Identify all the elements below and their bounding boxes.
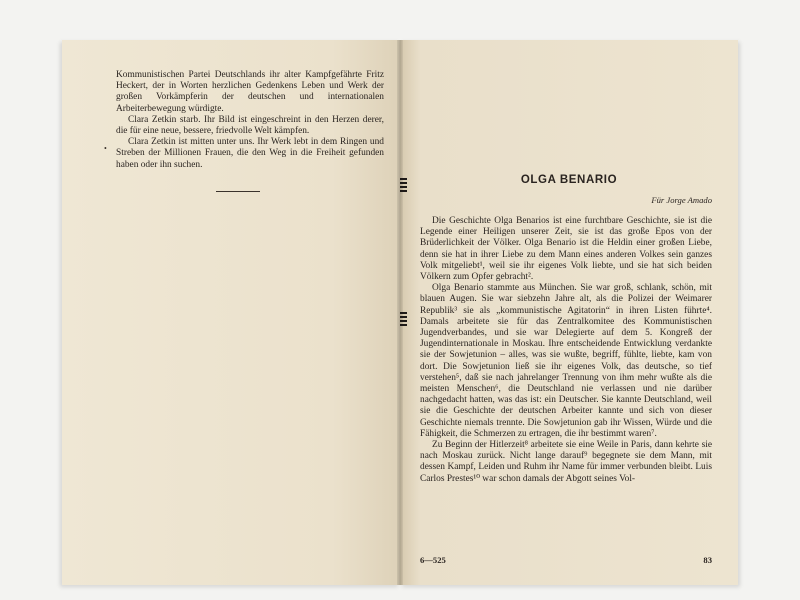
section-end-rule — [216, 191, 260, 192]
binding-mark-top — [400, 178, 408, 194]
page-number: 83 — [703, 555, 712, 565]
left-page-text — [116, 70, 384, 171]
right-page — [400, 40, 738, 585]
right-paragraph-3: Zu Beginn der Hitlerzeit⁸ arbeitete sie eine Weile in Paris, dann kehrte sie nach Moskau zurück. Nicht lange darauf⁹ begegnete sie dem Mann, mit dessen Kampf, Leiden und Ruhm ihr Name für immer verbunden bleibt. Luis Carlos Prestes¹⁰ war schon damals der Abgott seines Vol- — [420, 440, 712, 484]
left-paragraph-2: Clara Zetkin starb. Ihr Bild ist eingeschreint in den Herzen derer, die für eine neue, bessere, friedvolle Welt kämpfen. — [116, 114, 384, 137]
left-paragraph-3: Clara Zetkin ist mitten unter uns. Ihr Werk lebt in dem Ringen und Streben der Millionen Frauen, die den Weg in die Freiheit gefunden haben oder ihn suchen. — [116, 137, 384, 170]
right-page-text — [420, 216, 712, 485]
binding-mark-bottom — [400, 312, 408, 328]
right-paragraph-1: Die Geschichte Olga Benarios ist eine furchtbare Geschichte, sie ist die Legende einer Heiligen unserer Zeit, sie ist das große Epos von der Brüderlichkeit der Völker. Olga Benario ist die Heldin einer großen Liebe, denn sie hat in ihrer Liebe zu dem Mann eines anderen Volkes sein ganzes Volk mitgeliebt¹, weil sie ihr eigenes Volk liebte, und sie hat sich beiden Völkern zum Opfer gebracht². — [420, 216, 712, 283]
right-paragraph-2: Olga Benario stammte aus München. Sie war groß, schlank, schön, mit blauen Augen. Sie war siebzehn Jahre alt, als die Polizei der Weimarer Republik³ sie als „kommunistische Agitatorin“ in ihren Listen führte⁴. Damals arbeitete sie für das Zentralkomitee des Kommunistischen Jugendverbandes, und sie war Delegierte auf dem 5. Kongreß der Jugendinternationale in Moskau. Ihre entscheidende Entwicklung verdankte sie der Sowjetunion – alles, was sie wußte, begriff, fühlte, liebte, kam von dort. Die Sowjetunion ließ sie ihr eigenes Volk, das deutsche, so tief verstehen⁵, daß sie nach jahrelanger Trennung von ihm mehr wußte als die meisten Menschen⁶, die Deutschland nie verlassen und nie darüber nachgedacht hatten, was das ist: ein Deutscher. Sie kannte Deutschland, weil sie die Geschichte der deutschen Arbeiter kannte und sich von dieser Geschichte niemals trennte. Die Sowjetunion gab ihr Wissen, Würde und die Fähigkeit, die Schmerzen zu ertragen, die ihr bestimmt waren⁷. — [420, 283, 712, 439]
chapter-title: OLGA BENARIO — [520, 174, 618, 186]
margin-bullet: • — [104, 144, 107, 153]
signature-mark: 6—525 — [420, 555, 446, 565]
left-page — [62, 40, 400, 585]
dedication: Für Jorge Amado — [651, 195, 712, 205]
open-book — [62, 40, 738, 585]
left-paragraph-1: Kommunistischen Partei Deutschlands ihr alter Kampfgefährte Fritz Heckert, der in Worten herzlichen Gedenkens Leben und Werk der großen Vorkämpferin der deutschen und internationalen Arbeiterbewegung würdigte. — [116, 70, 384, 114]
